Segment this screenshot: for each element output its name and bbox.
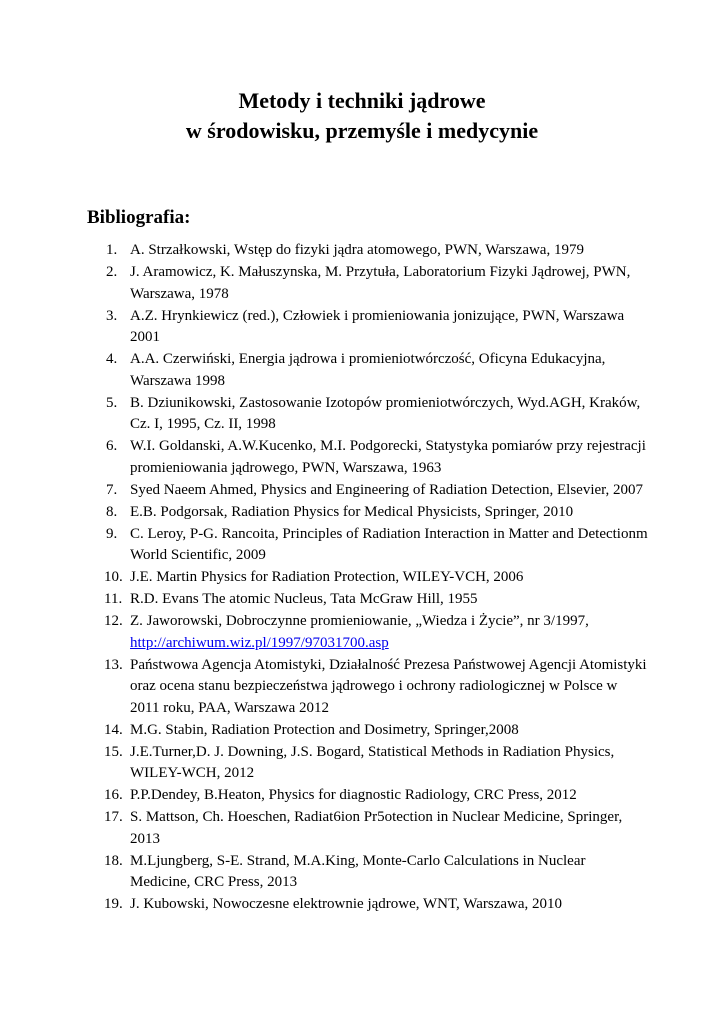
entry-number: 13. xyxy=(104,656,123,673)
bibliography-entry xyxy=(0,785,724,807)
entry-number: 5. xyxy=(106,394,118,411)
entry-text: Syed Naeem Ahmed, Physics and Engineering of Radiation Detection, Elsevier, 2007 xyxy=(130,481,644,498)
bibliography-entry xyxy=(0,589,724,611)
entry-number: 15. xyxy=(104,743,123,760)
title-line-1: Metody i techniki jądrowe xyxy=(238,88,486,113)
document-title xyxy=(0,86,724,146)
entry-text: W.I. Goldanski, A.W.Kucenko, M.I. Podgorecki, Statystyka pomiarów przy rejestracji promieniowania jądrowego, PWN, Warszawa, 1963 xyxy=(130,438,646,476)
bibliography-entry xyxy=(0,262,724,305)
entry-number: 16. xyxy=(104,787,123,803)
entry-text: Z. Jaworowski, Dobroczynne promieniowanie, „Wiedza i Życie”, nr 3/1997, xyxy=(130,613,589,629)
entry-number: 14. xyxy=(104,721,123,738)
bibliography-entry xyxy=(0,742,724,785)
entry-text: A. Strzałkowski, Wstęp do fizyki jądra atomowego, PWN, Warszawa, 1979 xyxy=(130,242,584,258)
entry-text: R.D. Evans The atomic Nucleus, Tata McGraw Hill, 1955 xyxy=(130,591,478,607)
entry-text: B. Dziunikowski, Zastosowanie Izotopów promieniotwórczych, Wyd.AGH, Kraków, Cz. I, 1995, Cz. II, 1998 xyxy=(130,394,641,432)
bibliography-entry xyxy=(0,524,724,567)
title-line-2: w środowisku, przemyśle i medycynie xyxy=(185,118,539,143)
entry-number: 9. xyxy=(106,525,118,542)
entry-text: M.G. Stabin, Radiation Protection and Dosimetry, Springer,2008 xyxy=(130,721,519,738)
bibliography-list xyxy=(0,240,724,916)
entry-text: J. Kubowski, Nowoczesne elektrownie jądrowe, WNT, Warszawa, 2010 xyxy=(130,896,563,912)
bibliography-entry xyxy=(0,480,724,502)
entry-text: J.E. Martin Physics for Radiation Protection, WILEY-VCH, 2006 xyxy=(130,569,524,585)
entry-text: Państwowa Agencja Atomistyki, Działalność Prezesa Państwowej Agencji Atomistyki oraz ocena stanu bezpieczeństwa jądrowego i ochrony radiologicznej w Polsce w 2011 roku, PAA, Warszawa 2012 xyxy=(130,656,647,716)
entry-number: 19. xyxy=(104,896,123,912)
entry-text: A.Z. Hrynkiewicz (red.), Człowiek i promieniowania jonizujące, PWN, Warszawa 2001 xyxy=(130,307,625,345)
entry-number: 10. xyxy=(104,569,123,585)
entry-number: 4. xyxy=(106,351,118,367)
entry-number: 8. xyxy=(106,503,118,520)
entry-number: 3. xyxy=(106,307,118,324)
entry-number: 1. xyxy=(106,242,118,258)
entry-number: 2. xyxy=(106,264,118,280)
bibliography-entry xyxy=(0,611,724,654)
bibliography-entry xyxy=(0,240,724,262)
bibliography-entry xyxy=(0,393,724,436)
entry-number: 7. xyxy=(106,481,118,498)
bibliography-entry xyxy=(0,306,724,349)
bibliography-entry xyxy=(0,502,724,524)
entry-text: C. Leroy, P-G. Rancoita, Principles of Radiation Interaction in Matter and Detectionm World Scientific, 2009 xyxy=(130,525,648,563)
entry-number: 18. xyxy=(104,852,123,869)
entry-text: J. Aramowicz, K. Małuszynska, M. Przytuła, Laboratorium Fizyki Jądrowej, PWN, Warszawa, 1978 xyxy=(130,264,631,302)
entry-text: J.E.Turner,D. J. Downing, J.S. Bogard, Statistical Methods in Radiation Physics, WILEY-WCH, 2012 xyxy=(130,743,615,781)
bibliography-entry xyxy=(0,807,724,850)
entry-text: P.P.Dendey, B.Heaton, Physics for diagnostic Radiology, CRC Press, 2012 xyxy=(130,787,577,803)
bibliography-entry xyxy=(0,655,724,720)
entry-number: 6. xyxy=(106,438,118,454)
entry-text: A.A. Czerwiński, Energia jądrowa i promieniotwórczość, Oficyna Edukacyjna, Warszawa 1998 xyxy=(130,351,606,389)
bibliography-entry xyxy=(0,567,724,589)
bibliography-entry xyxy=(0,851,724,894)
entry-number: 17. xyxy=(104,809,123,825)
archive-link[interactable]: http://archiwum.wiz.pl/1997/97031700.asp xyxy=(130,634,389,651)
bibliography-entry xyxy=(0,436,724,479)
bibliography-entry xyxy=(0,349,724,392)
entry-text: E.B. Podgorsak, Radiation Physics for Medical Physicists, Springer, 2010 xyxy=(130,503,574,520)
entry-number: 12. xyxy=(104,613,123,629)
bibliography-entry xyxy=(0,720,724,742)
entry-text: M.Ljungberg, S-E. Strand, M.A.King, Monte-Carlo Calculations in Nuclear Medicine, CRC Press, 2013 xyxy=(130,852,586,890)
section-heading: Bibliografia: xyxy=(87,207,191,228)
bibliography-entry xyxy=(0,894,724,916)
entry-text: S. Mattson, Ch. Hoeschen, Radiat6ion Pr5otection in Nuclear Medicine, Springer, 2013 xyxy=(130,809,623,847)
entry-number: 11. xyxy=(104,591,123,607)
